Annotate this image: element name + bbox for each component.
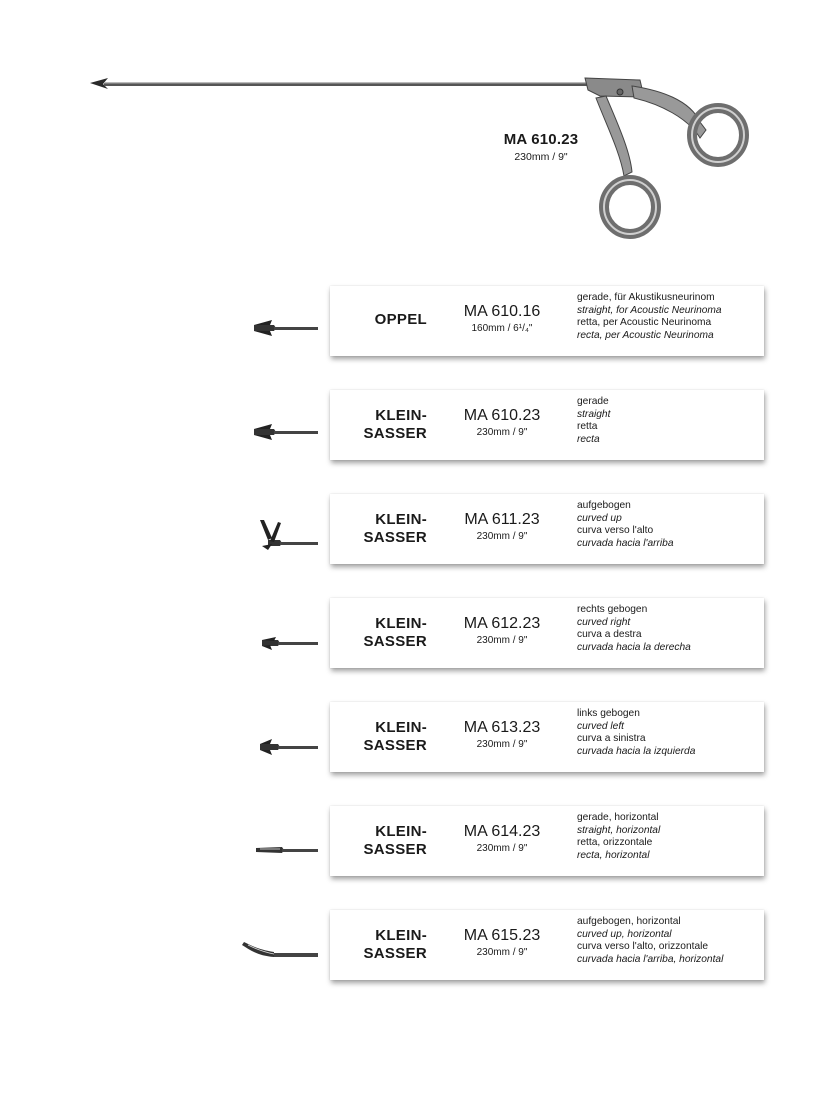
- hero-instrument: [0, 0, 826, 260]
- hero-product-code: MA 610.23: [503, 131, 579, 148]
- product-name: KLEIN- SASSER: [363, 511, 427, 546]
- product-description: gerade straight retta recta: [577, 396, 611, 445]
- product-code: MA 611.23: [464, 511, 540, 528]
- product-card: [330, 598, 764, 668]
- tip-curved-left-icon: [238, 714, 322, 762]
- product-code: MA 614.23: [463, 823, 541, 840]
- product-name: KLEIN- SASSER: [363, 615, 427, 650]
- product-row: [0, 390, 826, 462]
- hero-product-size: 230mm / 9": [514, 151, 568, 163]
- product-code: MA 610.23: [463, 407, 541, 424]
- product-description: links gebogen curved left curva a sinistra curvada hacia la izquierda: [577, 708, 696, 757]
- product-card: [330, 390, 764, 460]
- product-code: MA 610.16: [463, 303, 541, 320]
- product-card: [330, 702, 764, 772]
- product-code: MA 612.23: [463, 615, 541, 632]
- tip-straight-open-icon: [238, 402, 322, 450]
- product-row: [0, 910, 826, 982]
- lower-handle: [596, 96, 632, 176]
- product-card: [330, 910, 764, 980]
- product-description: gerade, horizontal straight, horizontal retta, orizzontale recta, horizontal: [577, 812, 661, 861]
- product-name: KLEIN- SASSER: [363, 407, 427, 442]
- product-row: [0, 286, 826, 358]
- product-name: KLEIN- SASSER: [363, 719, 427, 754]
- product-name: KLEIN- SASSER: [363, 927, 427, 962]
- product-size: 160mm / 6¹/₄": [471, 323, 533, 334]
- tip-curved-up-horizontal-icon: [238, 922, 322, 970]
- product-card: [330, 806, 764, 876]
- product-size: 230mm / 9": [476, 947, 528, 958]
- product-size: 230mm / 9": [476, 635, 528, 646]
- product-code: MA 615.23: [463, 927, 541, 944]
- product-row: [0, 702, 826, 774]
- product-name: OPPEL: [374, 311, 427, 328]
- product-description: gerade, für Akustikusneurinom straight, for Acoustic Neurinoma retta, per Acoustic Neurinoma recta, per Acoustic Neurinoma: [577, 292, 722, 341]
- product-size: 230mm / 9": [476, 531, 528, 542]
- product-size: 230mm / 9": [476, 427, 528, 438]
- product-row: [0, 598, 826, 670]
- product-code: MA 613.23: [463, 719, 541, 736]
- tip-curved-right-icon: [238, 610, 322, 658]
- product-card: [330, 286, 764, 356]
- product-row: [0, 494, 826, 566]
- product-card: [330, 494, 764, 564]
- product-row: [0, 806, 826, 878]
- product-description: aufgebogen, horizontal curved up, horizontal curva verso l'alto, orizzontale curvada hacia l'arriba, horizontal: [577, 916, 724, 965]
- tip-curved-up-icon: [238, 506, 322, 554]
- forceps-illustration: [0, 0, 826, 260]
- product-name: KLEIN- SASSER: [363, 823, 427, 858]
- tip-straight-open-icon: [238, 298, 322, 346]
- product-size: 230mm / 9": [476, 843, 528, 854]
- product-description: rechts gebogen curved right curva a destra curvada hacia la derecha: [577, 604, 691, 653]
- product-size: 230mm / 9": [476, 739, 528, 750]
- tip-straight-horizontal-icon: [238, 818, 322, 866]
- product-description: aufgebogen curved up curva verso l'alto curvada hacia l'arriba: [577, 500, 674, 549]
